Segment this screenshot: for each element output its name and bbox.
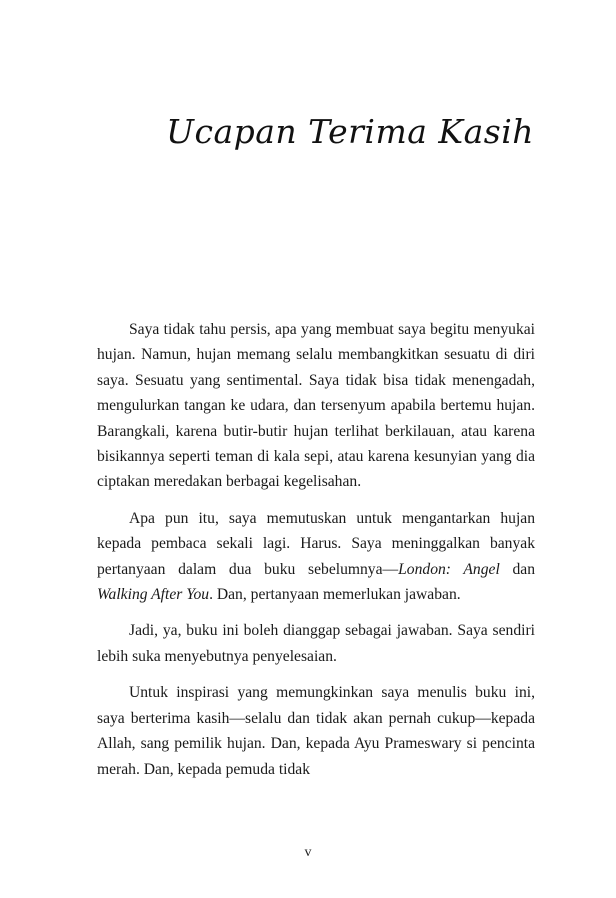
paragraph-2-text-after: . Dan, pertanyaan memerlukan jawaban. (209, 586, 461, 604)
chapter-body (97, 317, 535, 793)
book-title-walking-after-you: Walking After You (97, 586, 210, 604)
paragraph-2-text-before: Apa pun itu, saya memutuskan untuk mengantarkan hujan kepada pembaca sekali lagi. Harus. Saya meninggalkan banyak pertanyaan dalam dua buku sebelumnya— (97, 509, 535, 578)
page-number: v (304, 845, 312, 860)
book-title-london-angel: London: Angel (398, 560, 500, 578)
paragraph-2 (97, 506, 535, 608)
paragraph-3: Jadi, ya, buku ini boleh dianggap sebagai jawaban. Saya sendiri lebih suka menyebutnya penyelesaian. (97, 622, 535, 665)
paragraph-4: Untuk inspirasi yang memungkinkan saya menulis buku ini, saya berterima kasih—selalu dan tidak akan pernah cukup—kepada Allah, sang pemilik hujan. Dan, kepada Ayu Prameswary si pencinta merah. Dan, kepada pemuda tidak (97, 684, 535, 778)
chapter-title: Ucapan Terima Kasih (166, 112, 534, 151)
paragraph-2-text-middle: dan (499, 560, 536, 578)
paragraph-1: Saya tidak tahu persis, apa yang membuat saya begitu menyukai hujan. Namun, hujan memang selalu membangkitkan sesuatu di diri saya. Sesuatu yang sentimental. Saya tidak bisa tidak menengadah, mengulurkan tangan ke udara, dan tersenyum apabila bertemu hujan. Barangkali, karena butir-butir hujan terlihat berkilauan, atau karena bisikannya seperti teman di kala sepi, atau karena kesunyian yang dia ciptakan meredakan berbagai kegelisahan. (97, 321, 535, 491)
